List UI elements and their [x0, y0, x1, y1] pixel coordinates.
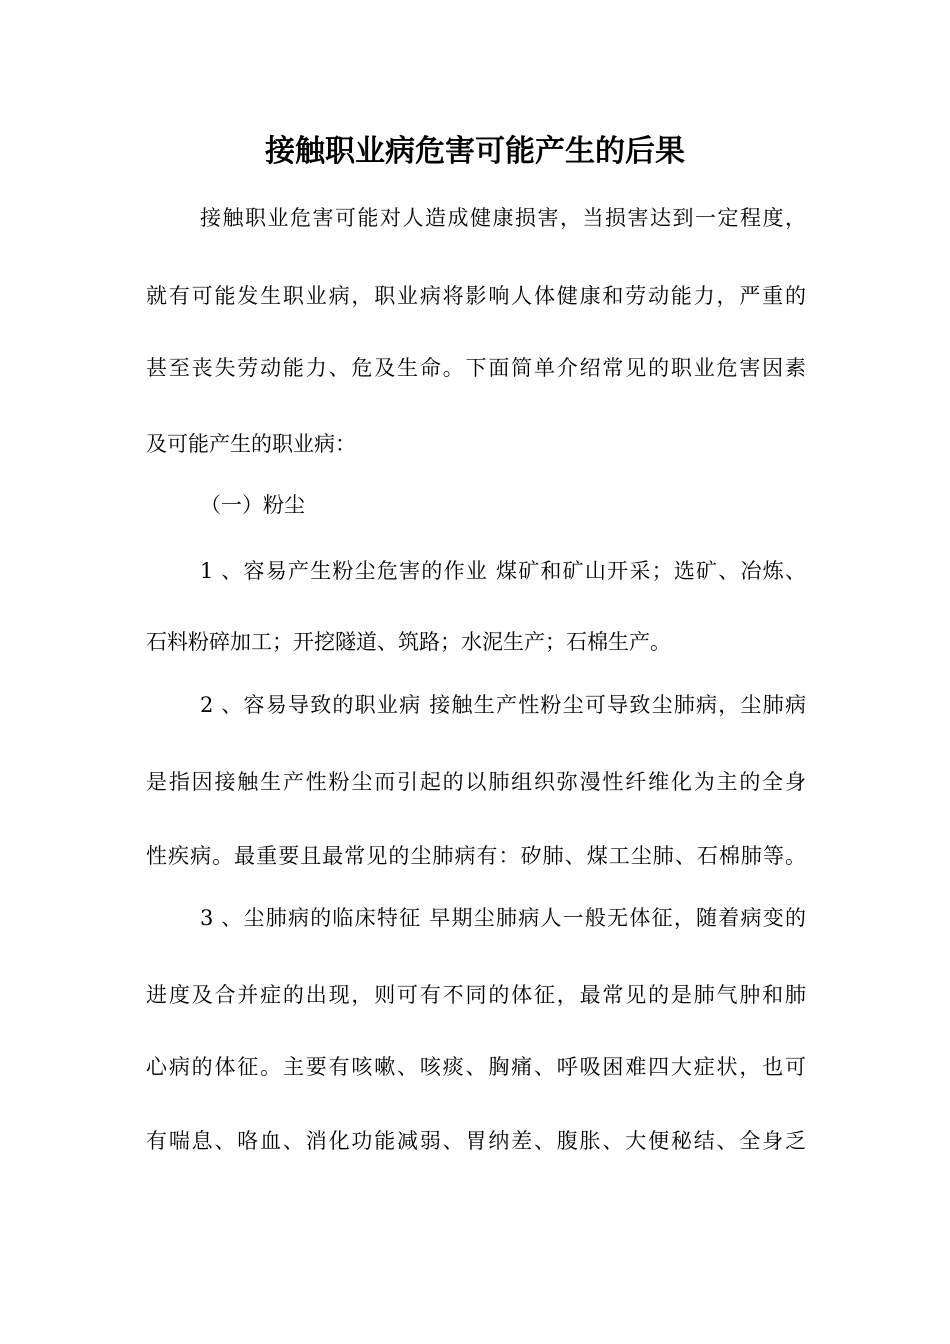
item-3-line-3: 心病的体征。主要有咳嗽、咳痰、胸痛、呼吸困难四大症状，也可 — [146, 1055, 806, 1079]
item-1-line-1: 1 、容易产生粉尘危害的作业 煤矿和矿山开采；选矿、冶炼、 — [200, 559, 806, 583]
paragraph-intro-line-2: 就有可能发生职业病，职业病将影响人体健康和劳动能力，严重的 — [146, 284, 806, 308]
document-title: 接触职业病危害可能产生的后果 — [265, 134, 685, 169]
item-2-line-2: 是指因接触生产性粉尘而引起的以肺组织弥漫性纤维化为主的全身 — [146, 770, 806, 794]
item-3-line-2: 进度及合并症的出现，则可有不同的体征，最常见的是肺气肿和肺 — [146, 983, 806, 1007]
paragraph-intro-line-4: 及可能产生的职业病： — [146, 432, 356, 456]
item-1-line-2: 石料粉碎加工；开挖隧道、筑路；水泥生产；石棉生产。 — [146, 630, 671, 654]
section-heading-dust: （一）粉尘 — [200, 493, 305, 517]
item-3-line-4: 有喘息、咯血、消化功能减弱、胃纳差、腹胀、大便秘结、全身乏 — [146, 1129, 806, 1153]
item-2-line-1: 2 、容易导致的职业病 接触生产性粉尘可导致尘肺病，尘肺病 — [200, 693, 806, 717]
paragraph-intro-line-1: 接触职业危害可能对人造成健康损害，当损害达到一定程度， — [200, 206, 806, 230]
paragraph-intro-line-3: 甚至丧失劳动能力、危及生命。下面简单介绍常见的职业危害因素 — [146, 356, 806, 380]
item-2-line-3: 性疾病。最重要且最常见的尘肺病有：矽肺、煤工尘肺、石棉肺等。 — [146, 844, 806, 868]
item-3-line-1: 3 、尘肺病的临床特征 早期尘肺病人一般无体征，随着病变的 — [200, 906, 806, 930]
